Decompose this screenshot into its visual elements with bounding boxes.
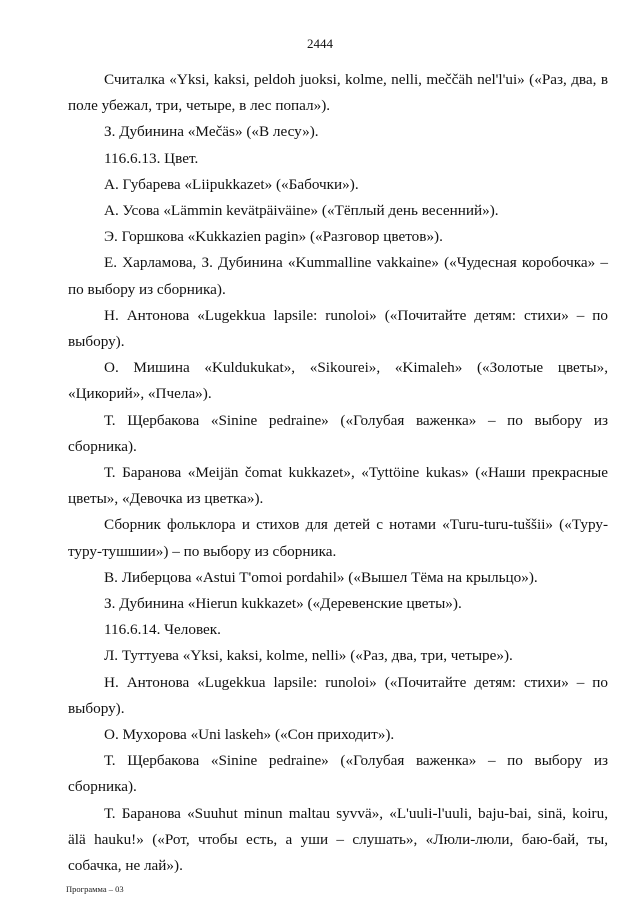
paragraph: Т. Щербакова «Sinine pedraine» («Голубая важенка» – по выбору из сборника).: [68, 752, 608, 796]
paragraph: Е. Харламова, З. Дубинина «Kummalline vakkaine» («Чудесная коробочка» – по выбору из сборника).: [68, 254, 608, 298]
paragraph: З. Дубинина «Mečäs» («В лесу»).: [104, 123, 319, 141]
paragraph: Т. Баранова «Meijän čomat kukkazet», «Tyttöine kukas» («Наши прекрасные цветы», «Девочка из цветка»).: [68, 464, 608, 508]
section-heading: 116.6.13. Цвет.: [104, 149, 199, 167]
paragraph: Э. Горшкова «Kukkazien pagin» («Разговор цветов»).: [104, 228, 443, 246]
paragraph: Т. Баранова «Suuhut minun maltau syvvä», «L'uuli-l'uuli, baju-bai, sinä, koiru, älä hauku!» («Рот, чтобы есть, а уши – слушать», «Люли-люли, баю-бай, ты, собачка, не лай»).: [68, 804, 608, 875]
paragraph: Н. Антонова «Lugekkua lapsile: runoloi» («Почитайте детям: стихи» – по выбору).: [68, 673, 608, 717]
paragraph: В. Либерцова «Astui T'omoi pordahil» («Вышел Тёма на крыльцо»).: [104, 568, 538, 586]
section-heading: 116.6.14. Человек.: [104, 621, 221, 639]
footer-label: Программа – 03: [66, 884, 124, 894]
paragraph: А. Губарева «Liipukkazet» («Бабочки»).: [104, 175, 359, 193]
paragraph: А. Усова «Lämmin kevätpäiväine» («Тёплый день весенний»).: [104, 202, 499, 220]
paragraph: Считалка «Yksi, kaksi, peldoh juoksi, kolme, nelli, meččäh nel'l'ui» («Раз, два, в поле убежал, три, четыре, в лес попал»).: [68, 71, 608, 115]
paragraph: О. Мишина «Kuldukukat», «Sikourei», «Kimaleh» («Золотые цветы», «Цикорий», «Пчела»).: [68, 359, 608, 403]
paragraph: З. Дубинина «Hierun kukkazet» («Деревенские цветы»).: [104, 595, 462, 613]
page-number: 2444: [307, 36, 333, 51]
paragraph: Сборник фольклора и стихов для детей с нотами «Turu-turu-tuššii» («Туру-туру-тушшии») – по выбору из сборника.: [68, 516, 608, 560]
paragraph: Т. Щербакова «Sinine pedraine» («Голубая важенка» – по выбору из сборника).: [68, 411, 608, 455]
document-body: [68, 67, 608, 879]
paragraph: Н. Антонова «Lugekkua lapsile: runoloi» («Почитайте детям: стихи» – по выбору).: [68, 306, 608, 351]
paragraph: Л. Туттуева «Yksi, kaksi, kolme, nelli» («Раз, два, три, четыре»).: [104, 647, 513, 665]
paragraph: О. Мухорова «Uni laskeh» («Сон приходит»).: [104, 726, 395, 744]
